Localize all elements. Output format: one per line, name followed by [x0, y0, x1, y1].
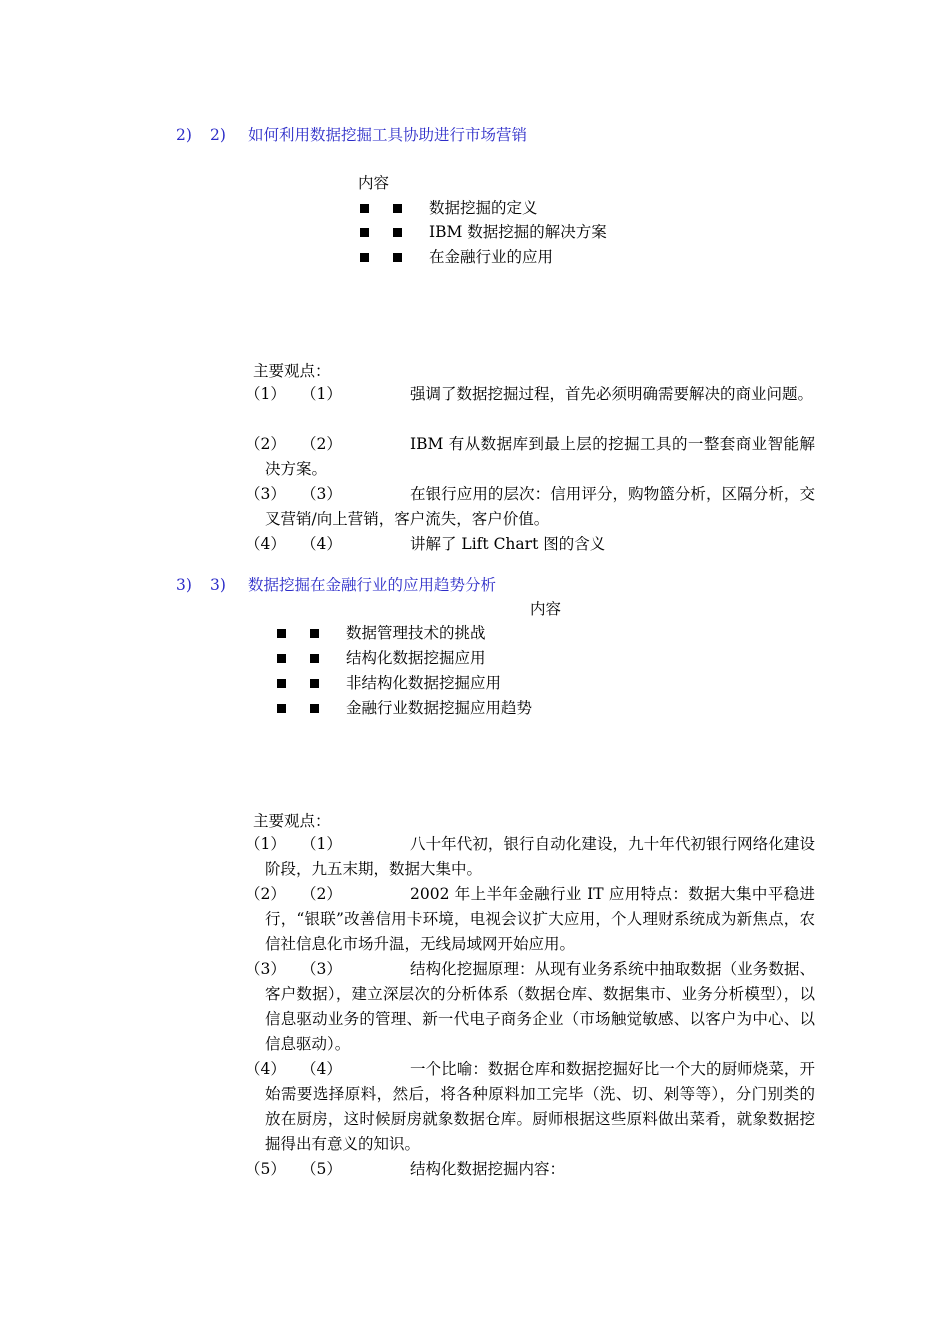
- section3-heading: 数据挖掘在金融行业的应用趋势分析: [248, 576, 497, 594]
- point-text: 结构化数据挖掘内容：: [410, 1160, 566, 1178]
- point-number: （2）: [245, 885, 286, 903]
- point-number-repeat: （5）: [301, 1160, 342, 1178]
- bullet-square-icon: [277, 679, 286, 688]
- bullet-square-icon: [393, 228, 402, 237]
- section2-point-3: [245, 482, 815, 532]
- bullet-square-icon: [360, 253, 369, 262]
- bullet-square-icon: [310, 704, 319, 713]
- section3-point-4: [245, 1057, 815, 1157]
- section3-point-5: [245, 1157, 815, 1182]
- point-number-repeat: （2）: [301, 885, 342, 903]
- point-number: （3）: [245, 485, 286, 503]
- point-number: （4）: [245, 1060, 286, 1078]
- list-item: 金融行业数据挖掘应用趋势: [346, 699, 533, 717]
- bullet-square-icon: [277, 654, 286, 663]
- point-text: 八十年代初，银行自动化建设，九十年代初银行网络化建设阶段，九五末期，数据大集中。: [265, 835, 815, 878]
- point-text: 结构化挖掘原理：从现有业务系统中抽取数据（业务数据、客户数据），建立深层次的分析体系（数据仓库、数据集市、业务分析模型），以信息驱动业务的管理、新一代电子商务企业（市场触觉敏感、以客户为中心、以信息驱动）。: [265, 960, 815, 1053]
- bullet-square-icon: [310, 629, 319, 638]
- section2-point-4: [245, 532, 815, 557]
- point-text: 讲解了 Lift Chart 图的含义: [410, 535, 606, 553]
- point-text: 强调了数据挖掘过程，首先必须明确需要解决的商业问题。: [410, 385, 814, 403]
- section2-number: 2): [176, 126, 192, 144]
- bullet-square-icon: [277, 704, 286, 713]
- section2-number-repeat: 2): [210, 126, 226, 144]
- list-item: 数据管理技术的挑战: [346, 624, 486, 642]
- section2-content-label: 内容: [358, 174, 390, 192]
- bullet-square-icon: [393, 253, 402, 262]
- point-number-repeat: （3）: [301, 485, 342, 503]
- section3-points-label: 主要观点：: [253, 812, 331, 830]
- section3-content-label: 内容: [530, 600, 562, 618]
- section3-number-repeat: 3): [210, 576, 226, 594]
- section3-point-2: [245, 882, 815, 957]
- list-item: 结构化数据挖掘应用: [346, 649, 486, 667]
- bullet-square-icon: [360, 204, 369, 213]
- list-item: IBM 数据挖掘的解决方案: [429, 223, 607, 241]
- bullet-square-icon: [393, 204, 402, 213]
- point-number: （4）: [245, 535, 286, 553]
- point-number-repeat: （3）: [301, 960, 342, 978]
- point-number-repeat: （1）: [301, 835, 342, 853]
- section3-number: 3): [176, 576, 192, 594]
- point-number-repeat: （4）: [301, 535, 342, 553]
- point-number-repeat: （1）: [301, 385, 342, 403]
- section3-point-1: [245, 832, 815, 882]
- point-text: 2002 年上半年金融行业 IT 应用特点：数据大集中平稳进行，“银联”改善信用卡环境，电视会议扩大应用，个人理财系统成为新焦点，农信社信息化市场升温，无线局域网开始应用。: [265, 885, 815, 953]
- point-text: 在银行应用的层次：信用评分，购物篮分析，区隔分析，交叉营销/向上营销，客户流失，客户价值。: [265, 485, 815, 528]
- point-number-repeat: （4）: [301, 1060, 342, 1078]
- list-item: 在金融行业的应用: [429, 248, 554, 266]
- section2-heading: 如何利用数据挖掘工具协助进行市场营销: [248, 126, 528, 144]
- point-number: （1）: [245, 385, 286, 403]
- section3-point-3: [245, 957, 815, 1057]
- point-number: （3）: [245, 960, 286, 978]
- point-number: （1）: [245, 835, 286, 853]
- point-text: 一个比喻：数据仓库和数据挖掘好比一个大的厨师烧菜，开始需要选择原料，然后，将各种原料加工完毕（洗、切、剁等等），分门别类的放在厨房，这时候厨房就象数据仓库。厨师根据这些原料做出菜肴，就象数据挖掘得出有意义的知识。: [265, 1060, 815, 1153]
- point-number: （5）: [245, 1160, 286, 1178]
- section2-point-2: [245, 432, 815, 482]
- bullet-square-icon: [277, 629, 286, 638]
- point-number-repeat: （2）: [301, 435, 342, 453]
- bullet-square-icon: [310, 654, 319, 663]
- section2-point-1: [245, 382, 815, 407]
- list-item: 数据挖掘的定义: [429, 199, 538, 217]
- list-item: 非结构化数据挖掘应用: [346, 674, 502, 692]
- point-text: IBM 有从数据库到最上层的挖掘工具的一整套商业智能解决方案。: [265, 435, 815, 478]
- section2-points-label: 主要观点：: [253, 362, 331, 380]
- point-number: （2）: [245, 435, 286, 453]
- bullet-square-icon: [360, 228, 369, 237]
- bullet-square-icon: [310, 679, 319, 688]
